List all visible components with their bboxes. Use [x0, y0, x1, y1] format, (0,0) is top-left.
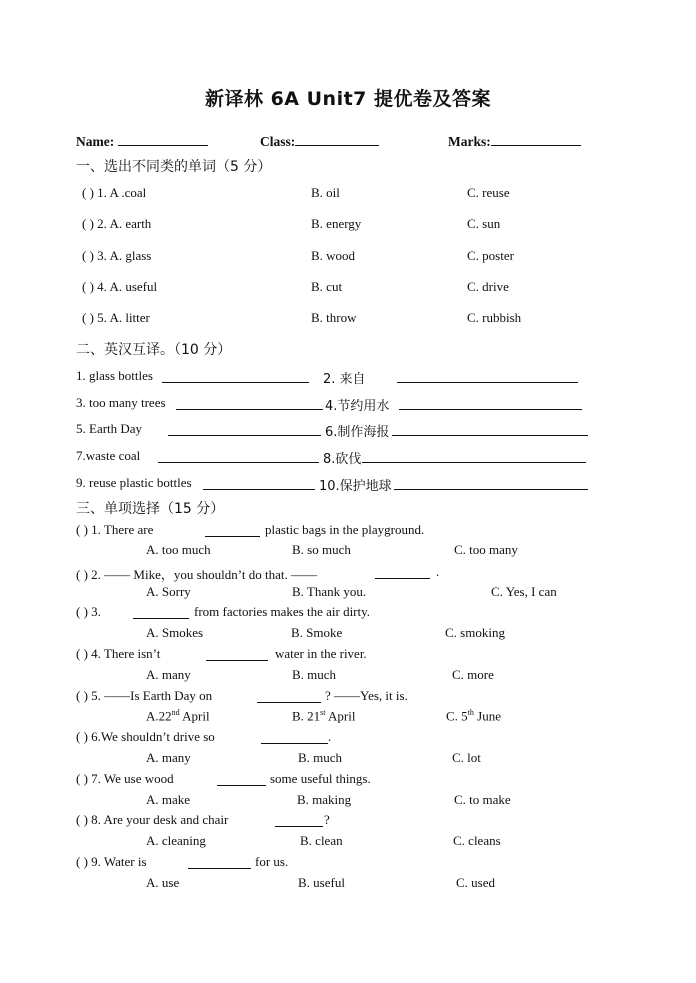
s3-q5-option-a-month: April [179, 708, 210, 724]
s3-q3-prompt: ( ) 3. [76, 604, 101, 619]
s3-q9-options [0, 875, 696, 895]
s3-q7-option-c: C. to make [454, 792, 511, 807]
s2-blank-8[interactable] [362, 462, 586, 463]
s3-q1-option-b: B. so much [292, 542, 351, 557]
s2-blank-10[interactable] [394, 489, 588, 490]
s3-question-9 [0, 854, 696, 874]
s2-item-4: 4.节约用水 [325, 399, 390, 414]
s3-q6-option-b: B. much [298, 750, 343, 765]
name-label: Name: [76, 134, 115, 149]
s1-q2-option-a: ( ) 2. A. earth [82, 216, 152, 231]
s3-q7-options [0, 792, 696, 812]
s2-item-9: 9. reuse plastic bottles [76, 475, 192, 490]
s1-question-2 [0, 216, 696, 236]
s2-blank-4[interactable] [399, 409, 582, 410]
s3-q5-option-c-suffix: th [467, 708, 474, 717]
s3-q5-option-b [292, 708, 356, 724]
marks-label: Marks: [448, 134, 491, 149]
s1-q1-option-b: B. oil [311, 185, 340, 200]
s3-q5-option-c-day: C. 5 [446, 708, 468, 724]
section-2-heading: 二、英汉互译。（10 分） [76, 342, 232, 358]
s3-question-5 [0, 688, 696, 708]
s1-question-3 [0, 248, 696, 268]
s2-item-5: 5. Earth Day [76, 421, 143, 436]
s3-q8-option-c: C. cleans [453, 833, 501, 848]
page-title: 新译林 6A Unit7 提优卷及答案 [204, 88, 492, 110]
s3-q5-option-b-day: B. 21 [292, 708, 321, 724]
s1-q3-option-c: C. poster [467, 248, 514, 263]
s3-q5-prompt: ( ) 5. ——Is Earth Day on [76, 688, 213, 703]
s3-q3-option-c: C. smoking [445, 625, 505, 640]
s3-q9-option-c: C. used [456, 875, 495, 890]
s3-q8-blank[interactable] [275, 826, 323, 827]
s2-row-1 [0, 368, 696, 388]
s3-q4-option-c: C. more [452, 667, 494, 682]
s2-blank-2[interactable] [397, 382, 578, 383]
name-field [76, 131, 208, 150]
s3-q4-option-b: B. much [292, 667, 337, 682]
s3-q8-option-a: A. cleaning [146, 833, 206, 848]
s3-q2-option-a: A. Sorry [146, 584, 191, 599]
s3-q4-prompt: ( ) 4. There isn’t [76, 646, 161, 661]
s3-q5-option-b-month: April [325, 708, 356, 724]
s3-question-7 [0, 771, 696, 791]
s3-question-3 [0, 604, 696, 624]
s3-q1-blank[interactable] [205, 536, 260, 537]
s2-row-2 [0, 395, 696, 415]
s1-q4-option-c: C. drive [467, 279, 509, 294]
class-field [260, 131, 379, 150]
s2-blank-7[interactable] [158, 462, 319, 463]
s2-blank-1[interactable] [162, 382, 309, 383]
s1-q1-option-a: ( ) 1. A .coal [82, 185, 147, 200]
s3-q6-option-c: C. lot [452, 750, 481, 765]
s3-q4-option-a: A. many [146, 667, 191, 682]
s3-q9-blank[interactable] [188, 868, 251, 869]
s2-blank-9[interactable] [203, 489, 315, 490]
s3-q2-option-c: C. Yes, I can [491, 584, 557, 599]
s3-q7-option-b: B. making [297, 792, 352, 807]
s3-q5-option-a-suffix: nd [171, 708, 180, 717]
s1-q4-option-a: ( ) 4. A. useful [82, 279, 158, 294]
s1-q2-option-c: C. sun [467, 216, 501, 231]
s1-q5-option-c: C. rubbish [467, 310, 522, 325]
s3-question-6 [0, 729, 696, 749]
class-label: Class: [260, 134, 296, 149]
s3-q2-option-b: B. Thank you. [292, 584, 367, 599]
s3-q5-options [0, 708, 696, 728]
s3-q5-option-c [446, 708, 501, 724]
s3-q1-tail: plastic bags in the playground. [265, 522, 425, 537]
s1-question-4 [0, 279, 696, 299]
s3-q7-tail: some useful things. [270, 771, 371, 786]
s3-q4-options [0, 667, 696, 687]
s3-q5-blank[interactable] [257, 702, 321, 703]
name-blank[interactable] [118, 131, 208, 146]
s3-q2-options [0, 584, 696, 604]
s3-q9-tail: for us. [255, 854, 289, 869]
s1-q1-option-c: C. reuse [467, 185, 510, 200]
s3-q2-tail: . [436, 564, 440, 579]
s1-question-5 [0, 310, 696, 330]
s1-q5-option-a: ( ) 5. A. litter [82, 310, 150, 325]
s3-q3-option-a: A. Smokes [146, 625, 204, 640]
s1-q5-option-b: B. throw [311, 310, 357, 325]
s3-q1-prompt: ( ) 1. There are [76, 522, 154, 537]
s2-blank-5[interactable] [168, 435, 321, 436]
s3-question-8 [0, 812, 696, 832]
s3-q6-blank[interactable] [261, 743, 328, 744]
s3-q9-prompt: ( ) 9. Water is [76, 854, 147, 869]
s3-q6-prompt: ( ) 6.We shouldn’t drive so [76, 729, 215, 744]
s3-q3-options [0, 625, 696, 645]
s3-q1-options [0, 542, 696, 562]
s2-item-8: 8.砍伐 [323, 452, 362, 467]
s2-item-1: 1. glass bottles [76, 368, 153, 383]
s3-q5-option-a [146, 708, 210, 724]
s3-q1-option-a: A. too much [146, 542, 211, 557]
s3-q2-blank[interactable] [375, 578, 430, 579]
s3-q8-option-b: B. clean [300, 833, 343, 848]
s3-q6-option-a: A. many [146, 750, 191, 765]
s3-q5-option-b-suffix: st [320, 708, 326, 717]
s2-item-7: 7.waste coal [76, 448, 141, 463]
s3-q8-tail: ? [324, 812, 330, 827]
s2-blank-6[interactable] [392, 435, 588, 436]
s3-q8-prompt: ( ) 8. Are your desk and chair [76, 812, 229, 827]
s1-q3-option-a: ( ) 3. A. glass [82, 248, 152, 263]
s3-q5-option-a-day: A.22 [146, 708, 172, 724]
section-1-heading: 一、选出不同类的单词（5 分） [76, 159, 272, 175]
s3-q7-prompt: ( ) 7. We use wood [76, 771, 174, 786]
marks-blank[interactable] [491, 131, 581, 146]
s3-question-1 [0, 522, 696, 542]
marks-field [448, 131, 581, 150]
s3-q3-blank[interactable] [133, 618, 189, 619]
s3-q4-tail: water in the river. [275, 646, 367, 661]
s2-row-3 [0, 421, 696, 441]
s3-question-4 [0, 646, 696, 666]
s3-q7-option-a: A. make [146, 792, 191, 807]
s3-q4-blank[interactable] [206, 660, 268, 661]
s1-question-1 [0, 185, 696, 205]
s3-q3-option-b: B. Smoke [291, 625, 343, 640]
s3-q2-prompt: ( ) 2. —— Mike，you shouldn’t do that. —— [76, 567, 317, 582]
s3-q6-tail: . [328, 729, 332, 744]
s3-q7-blank[interactable] [217, 785, 266, 786]
s2-row-5 [0, 475, 696, 495]
s3-q9-option-a: A. use [146, 875, 180, 890]
s3-q1-option-c: C. too many [454, 542, 518, 557]
s3-q8-options [0, 833, 696, 853]
section-3-heading: 三、单项选择（15 分） [76, 501, 225, 517]
s2-item-2: 2. 来自 [323, 372, 366, 387]
s3-question-2 [0, 564, 696, 584]
s1-q3-option-b: B. wood [311, 248, 356, 263]
s3-q5-option-c-month: June [473, 708, 501, 724]
s2-item-10: 10.保护地球 [319, 479, 392, 494]
s3-q5-tail: ? ——Yes, it is. [325, 688, 408, 703]
s3-q9-option-b: B. useful [298, 875, 345, 890]
s3-q6-options [0, 750, 696, 770]
s3-q3-tail: from factories makes the air dirty. [194, 604, 371, 619]
s2-item-3: 3. too many trees [76, 395, 166, 410]
s2-item-6: 6.制作海报 [325, 425, 390, 440]
s2-row-4 [0, 448, 696, 468]
s1-q2-option-b: B. energy [311, 216, 362, 231]
class-blank[interactable] [295, 131, 379, 146]
s2-blank-3[interactable] [176, 409, 323, 410]
s1-q4-option-b: B. cut [311, 279, 343, 294]
